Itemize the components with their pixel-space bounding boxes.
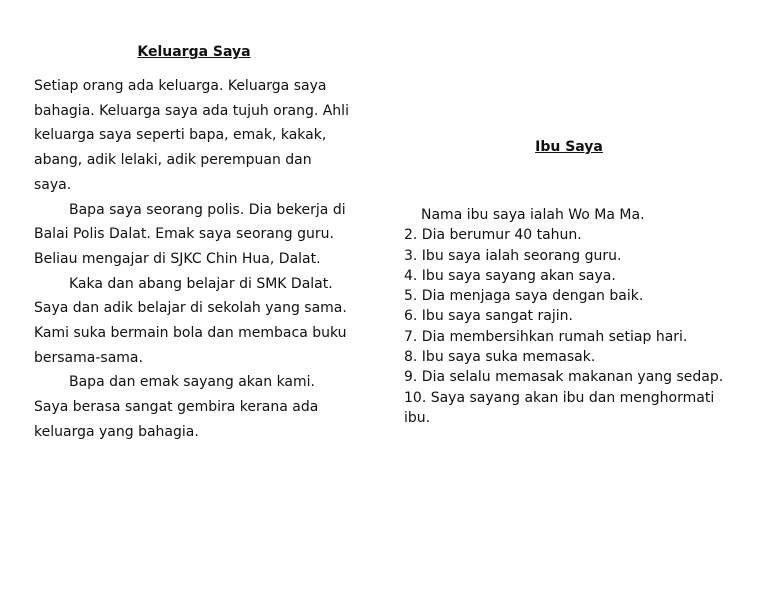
list-item: 2. Dia berumur 40 tahun. bbox=[404, 227, 582, 244]
essay-paragraph: Bapa dan emak sayang akan kami. Saya berasa sangat gembira kerana ada keluarga yang bahagia. bbox=[34, 374, 319, 440]
essay-paragraph: Kaka dan abang belajar di SMK Dalat. Saya dan adik belajar di sekolah yang sama. Kami suka bermain bola dan membaca buku bersama-sama. bbox=[34, 275, 347, 366]
list-item: 9. Dia selalu memasak makanan yang sedap. bbox=[404, 369, 724, 386]
list-item: 10. Saya sayang akan ibu dan menghormati ibu. bbox=[404, 389, 715, 426]
list-title: Ibu Saya bbox=[535, 139, 603, 155]
essay-title: Keluarga Saya bbox=[137, 44, 251, 60]
list-item: 4. Ibu saya sayang akan saya. bbox=[404, 267, 616, 284]
essay-paragraph: Bapa saya seorang polis. Dia bekerja di Balai Polis Dalat. Emak saya seorang guru. Beliau mengajar di SJKC Chin Hua, Dalat. bbox=[34, 201, 346, 267]
list-item: 8. Ibu saya suka memasak. bbox=[404, 349, 596, 366]
sentence-list bbox=[404, 205, 740, 428]
list-item: 7. Dia membersihkan rumah setiap hari. bbox=[404, 328, 688, 345]
essay-body bbox=[34, 74, 350, 445]
list-item: 3. Ibu saya ialah seorang guru. bbox=[404, 247, 622, 264]
essay-paragraph: Setiap orang ada keluarga. Keluarga saya bahagia. Keluarga saya ada tujuh orang. Ahli keluarga saya seperti bapa, emak, kakak, abang, adik lelaki, adik perempuan dan saya. bbox=[34, 78, 349, 193]
list-item: 6. Ibu saya sangat rajin. bbox=[404, 308, 573, 325]
list-item: 5. Dia menjaga saya dengan baik. bbox=[404, 288, 644, 305]
list-item: Nama ibu saya ialah Wo Ma Ma. bbox=[421, 207, 645, 223]
